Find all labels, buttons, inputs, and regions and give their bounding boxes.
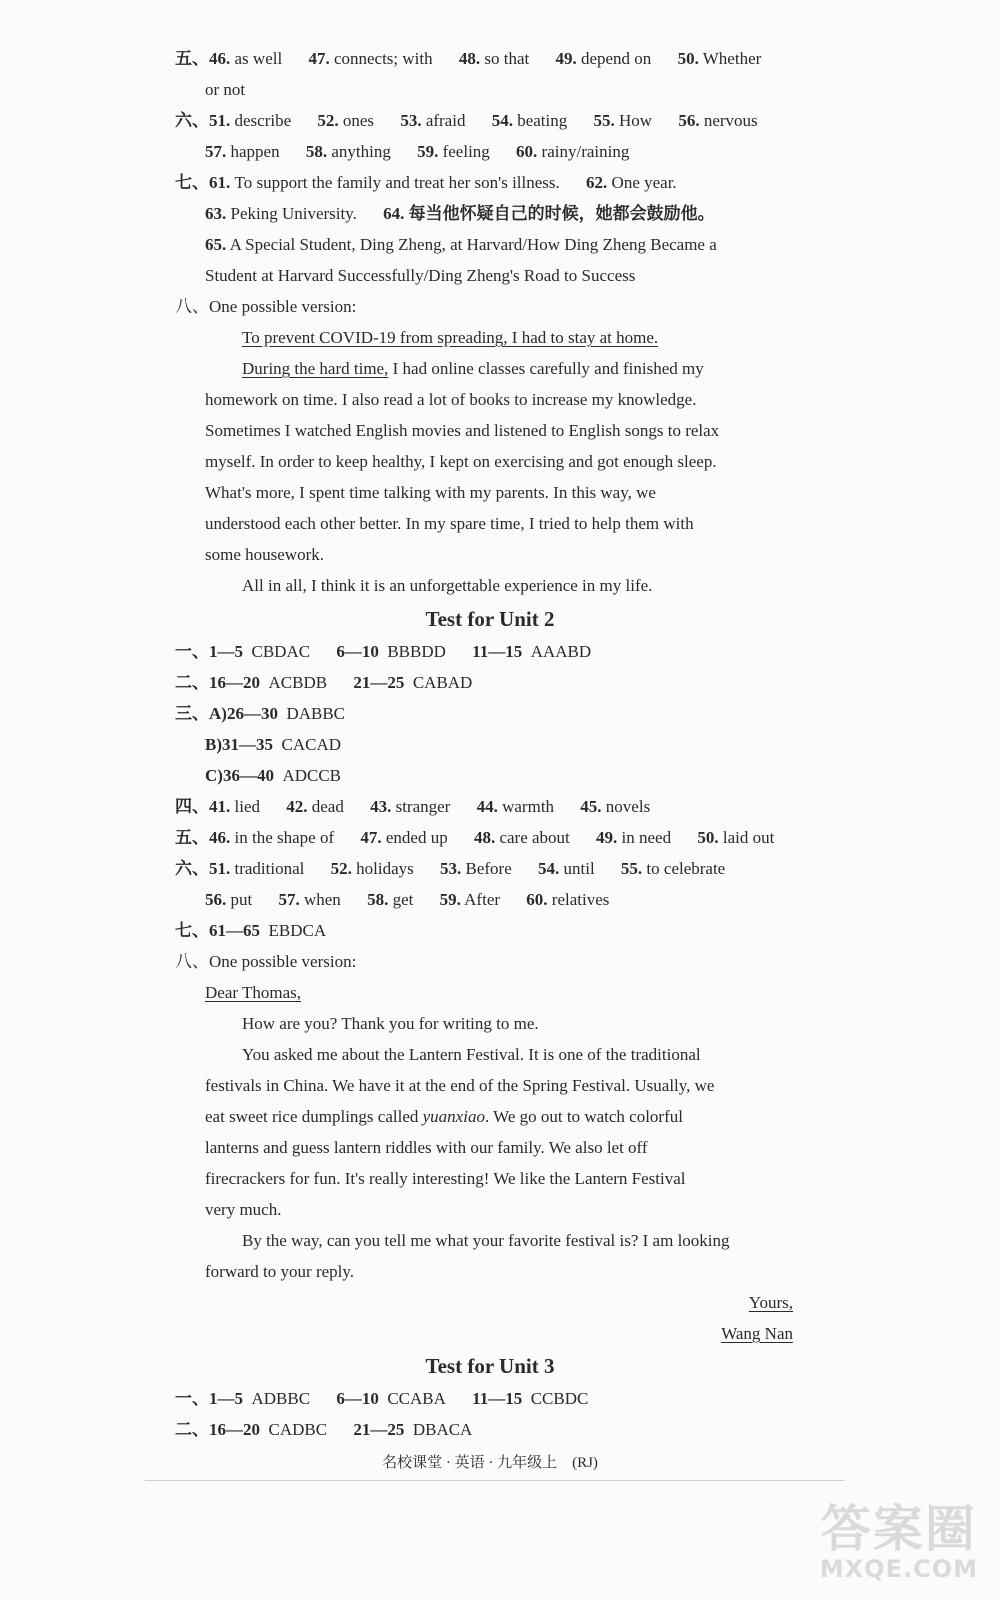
u3-s1-head: 一、1—5 bbox=[175, 1389, 243, 1408]
letter-p2-4: lanterns and guess lantern riddles with our family. We also let off bbox=[205, 1138, 648, 1157]
letter-italic-word: yuanxiao bbox=[422, 1107, 485, 1126]
u2-s5-head: 五、46. bbox=[175, 828, 231, 847]
footer-divider bbox=[145, 1480, 845, 1481]
s7-line4: Student at Harvard Successfully/Ding Zheng's Road to Success bbox=[205, 266, 636, 285]
letter-p2-1: You asked me about the Lantern Festival. It is one of the traditional bbox=[242, 1045, 701, 1064]
u3-s1-range-2: 6—10 bbox=[336, 1389, 379, 1408]
u2-s3-chead: C)36—40 bbox=[205, 766, 274, 785]
answer-63: Peking University. bbox=[230, 204, 357, 223]
num-60: 60. bbox=[516, 142, 538, 161]
u3-s2-answers-1: CADBC bbox=[268, 1420, 328, 1439]
u2-num-53: 53. bbox=[439, 859, 462, 878]
num-50: 50. bbox=[677, 49, 699, 68]
u2-num-60: 60. bbox=[526, 890, 548, 909]
s5-line1 bbox=[175, 48, 761, 70]
answer-48: so that bbox=[484, 49, 530, 68]
num-55: 55. bbox=[593, 111, 615, 130]
letter-p3-1: By the way, can you tell me what your favorite festival is? I am looking bbox=[242, 1231, 730, 1250]
u2-s3-answers-b: CACAD bbox=[281, 735, 342, 754]
essay-line-5: myself. In order to keep healthy, I kept on exercising and got enough sleep. bbox=[205, 452, 717, 471]
u2-num-43: 43. bbox=[370, 797, 392, 816]
num-63: 63. bbox=[205, 204, 227, 223]
num-59: 59. bbox=[417, 142, 439, 161]
letter-p2-6: very much. bbox=[205, 1200, 282, 1219]
num-53: 53. bbox=[400, 111, 422, 130]
answer-51: describe bbox=[234, 111, 292, 130]
letter-closing: Yours, bbox=[748, 1293, 793, 1312]
essay-line-2-rest: I had online classes carefully and finished my bbox=[388, 359, 704, 378]
u2-answer-51: traditional bbox=[234, 859, 305, 878]
u2-s2-head: 二、16—20 bbox=[175, 673, 260, 692]
answer-49: depend on bbox=[580, 49, 652, 68]
u2-answer-45: novels bbox=[605, 797, 651, 816]
num-48: 48. bbox=[458, 49, 481, 68]
u2-num-48: 48. bbox=[473, 828, 496, 847]
u2-num-56: 56. bbox=[205, 890, 227, 909]
u2-answer-53: Before bbox=[465, 859, 512, 878]
u3-s2 bbox=[175, 1419, 472, 1441]
num-62: 62. bbox=[586, 173, 608, 192]
u2-num-50: 50. bbox=[697, 828, 719, 847]
s8-head: 八、One possible version: bbox=[175, 297, 357, 316]
letter-p1: How are you? Thank you for writing to me. bbox=[242, 1014, 539, 1033]
num-58: 58. bbox=[305, 142, 328, 161]
u2-s8-head: 八、One possible version: bbox=[175, 952, 357, 971]
essay-line-1: To prevent COVID-19 from spreading, I had to stay at home. bbox=[242, 328, 659, 347]
u2-s6-head: 六、51. bbox=[175, 859, 231, 878]
u2-s3a bbox=[175, 703, 345, 725]
u2-answer-50: laid out bbox=[722, 828, 775, 847]
watermark-top: 答案圈 bbox=[820, 1500, 977, 1558]
u2-s1-head: 一、1—5 bbox=[175, 642, 243, 661]
u2-s4-head: 四、41. bbox=[175, 797, 231, 816]
u2-answer-43: stranger bbox=[395, 797, 451, 816]
u2-answer-49: in need bbox=[621, 828, 672, 847]
u2-s3b bbox=[205, 734, 341, 756]
watermark-bottom: MXQE.COM bbox=[819, 1555, 978, 1583]
unit2-title: Test for Unit 2 bbox=[425, 607, 555, 631]
u2-num-58: 58. bbox=[367, 890, 389, 909]
u2-answer-58: get bbox=[392, 890, 414, 909]
u2-answer-60: relatives bbox=[551, 890, 610, 909]
num-49: 49. bbox=[555, 49, 577, 68]
s7-line2 bbox=[205, 203, 715, 225]
essay-line-2 bbox=[242, 358, 704, 380]
essay-line-4: Sometimes I watched English movies and listened to English songs to relax bbox=[205, 421, 720, 440]
num-56: 56. bbox=[678, 111, 700, 130]
u2-s2-answers-2: CABAD bbox=[412, 673, 473, 692]
u2-s1-answers-3: AAABD bbox=[530, 642, 592, 661]
u2-s2-range-2: 21—25 bbox=[353, 673, 405, 692]
u2-s3-bhead: B)31—35 bbox=[205, 735, 273, 754]
letter-p2-2: festivals in China. We have it at the end of the Spring Festival. Usually, we bbox=[205, 1076, 715, 1095]
u3-s1-answers-3: CCBDC bbox=[530, 1389, 589, 1408]
u2-s6-line1 bbox=[175, 858, 725, 880]
page-footer: 名校课堂 · 英语 · 九年级上 (RJ) bbox=[382, 1455, 598, 1471]
u2-s7-head: 七、61—65 bbox=[175, 921, 260, 940]
u2-num-42: 42. bbox=[286, 797, 308, 816]
u2-num-57: 57. bbox=[278, 890, 300, 909]
u2-s1-answers-1: CBDAC bbox=[251, 642, 311, 661]
num-47: 47. bbox=[308, 49, 330, 68]
s7-line1 bbox=[175, 172, 677, 194]
u2-s3-answers-a: DABBC bbox=[286, 704, 346, 723]
s5-head: 五、46. bbox=[175, 49, 231, 68]
u2-s2-answers-1: ACBDB bbox=[268, 673, 328, 692]
u2-s1-range-2: 6—10 bbox=[336, 642, 379, 661]
u2-answer-57: when bbox=[303, 890, 341, 909]
u2-s5 bbox=[175, 827, 774, 849]
essay-line-9: All in all, I think it is an unforgettable experience in my life. bbox=[242, 576, 653, 595]
num-64: 64. bbox=[383, 204, 405, 223]
u2-num-59: 59. bbox=[439, 890, 461, 909]
u2-num-54: 54. bbox=[538, 859, 560, 878]
essay-line-6: What's more, I spent time talking with my parents. In this way, we bbox=[205, 483, 656, 502]
answer-55: How bbox=[619, 111, 653, 130]
letter-signature: Wang Nan bbox=[721, 1324, 793, 1343]
u3-s2-range-2: 21—25 bbox=[353, 1420, 405, 1439]
u2-answer-56: put bbox=[230, 890, 253, 909]
u2-num-45: 45. bbox=[580, 797, 602, 816]
num-54: 54. bbox=[491, 111, 513, 130]
answer-56: nervous bbox=[703, 111, 758, 130]
u2-s3c bbox=[205, 765, 341, 787]
u2-num-47: 47. bbox=[360, 828, 382, 847]
u2-s6-line2 bbox=[205, 889, 609, 911]
s7-line3 bbox=[205, 234, 717, 256]
u2-answer-54: until bbox=[563, 859, 595, 878]
u3-s1 bbox=[175, 1388, 588, 1410]
u2-answer-42: dead bbox=[311, 797, 344, 816]
answer-46: as well bbox=[234, 49, 283, 68]
letter-p2-3a: eat sweet rice dumplings called bbox=[205, 1107, 423, 1126]
unit3-title: Test for Unit 3 bbox=[425, 1354, 555, 1378]
letter-p2-3c: . We go out to watch colorful bbox=[484, 1107, 683, 1126]
answer-52: ones bbox=[342, 111, 375, 130]
u2-s7 bbox=[175, 920, 326, 942]
u3-s2-head: 二、16—20 bbox=[175, 1420, 260, 1439]
answer-65: A Special Student, Ding Zheng, at Harvard/How Ding Zheng Became a bbox=[229, 235, 717, 254]
u2-s2 bbox=[175, 672, 472, 694]
u3-s2-answers-2: DBACA bbox=[412, 1420, 473, 1439]
u2-s3-answers-c: ADCCB bbox=[282, 766, 342, 785]
u3-s1-range-3: 11—15 bbox=[472, 1389, 523, 1408]
letter-p3-2: forward to your reply. bbox=[205, 1262, 355, 1281]
u2-s1 bbox=[175, 641, 591, 663]
answer-59: feeling bbox=[442, 142, 490, 161]
u2-s7-answers: EBDCA bbox=[268, 921, 327, 940]
u2-answer-46: in the shape of bbox=[234, 828, 335, 847]
u2-num-49: 49. bbox=[596, 828, 618, 847]
u2-num-44: 44. bbox=[476, 797, 498, 816]
u3-s1-answers-2: CCABA bbox=[387, 1389, 446, 1408]
essay-underlined-phrase: During the hard time, bbox=[242, 359, 389, 378]
s6-head: 六、51. bbox=[175, 111, 231, 130]
answer-62: One year. bbox=[611, 173, 677, 192]
letter-greeting: Dear Thomas, bbox=[205, 983, 301, 1002]
answer-50: Whether bbox=[702, 49, 762, 68]
u2-answer-55: to celebrate bbox=[646, 859, 726, 878]
answer-64: 每当他怀疑自己的时候，她都会鼓励他。 bbox=[408, 204, 715, 223]
u2-num-52: 52. bbox=[330, 859, 352, 878]
num-65: 65. bbox=[205, 235, 227, 254]
answer-47: connects; with bbox=[333, 49, 433, 68]
u2-answer-44: warmth bbox=[502, 797, 555, 816]
u2-answer-48: care about bbox=[499, 828, 570, 847]
answer-60: rainy/raining bbox=[541, 142, 630, 161]
u2-s1-answers-2: BBBDD bbox=[387, 642, 446, 661]
essay-line-8: some housework. bbox=[205, 545, 324, 564]
u2-num-55: 55. bbox=[620, 859, 643, 878]
u2-answer-59: After bbox=[464, 890, 501, 909]
letter-p2-3 bbox=[205, 1106, 683, 1128]
u2-s1-range-3: 11—15 bbox=[472, 642, 523, 661]
u2-s3-head: 三、A)26—30 bbox=[175, 704, 278, 723]
answer-61: To support the family and treat her son's illness. bbox=[234, 173, 560, 192]
num-52: 52. bbox=[317, 111, 339, 130]
u3-s1-answers-1: ADBBC bbox=[251, 1389, 311, 1408]
answer-54: beating bbox=[517, 111, 568, 130]
answer-57: happen bbox=[230, 142, 280, 161]
letter-p2-5: firecrackers for fun. It's really interesting! We like the Lantern Festival bbox=[205, 1169, 686, 1188]
s6-line2 bbox=[205, 141, 629, 163]
u2-answer-52: holidays bbox=[356, 859, 414, 878]
essay-line-7: understood each other better. In my spare time, I tried to help them with bbox=[205, 514, 694, 533]
answer-58: anything bbox=[331, 142, 391, 161]
num-57: 57. bbox=[205, 142, 227, 161]
essay-line-3: homework on time. I also read a lot of books to increase my knowledge. bbox=[205, 390, 697, 409]
s6-line1 bbox=[175, 110, 758, 132]
s5-line2: or not bbox=[205, 80, 246, 99]
watermark-logo bbox=[819, 1500, 978, 1583]
u2-answer-41: lied bbox=[234, 797, 260, 816]
u2-s4 bbox=[175, 796, 650, 818]
answer-53: afraid bbox=[425, 111, 466, 130]
u2-answer-47: ended up bbox=[385, 828, 448, 847]
s7-head: 七、61. bbox=[175, 173, 231, 192]
